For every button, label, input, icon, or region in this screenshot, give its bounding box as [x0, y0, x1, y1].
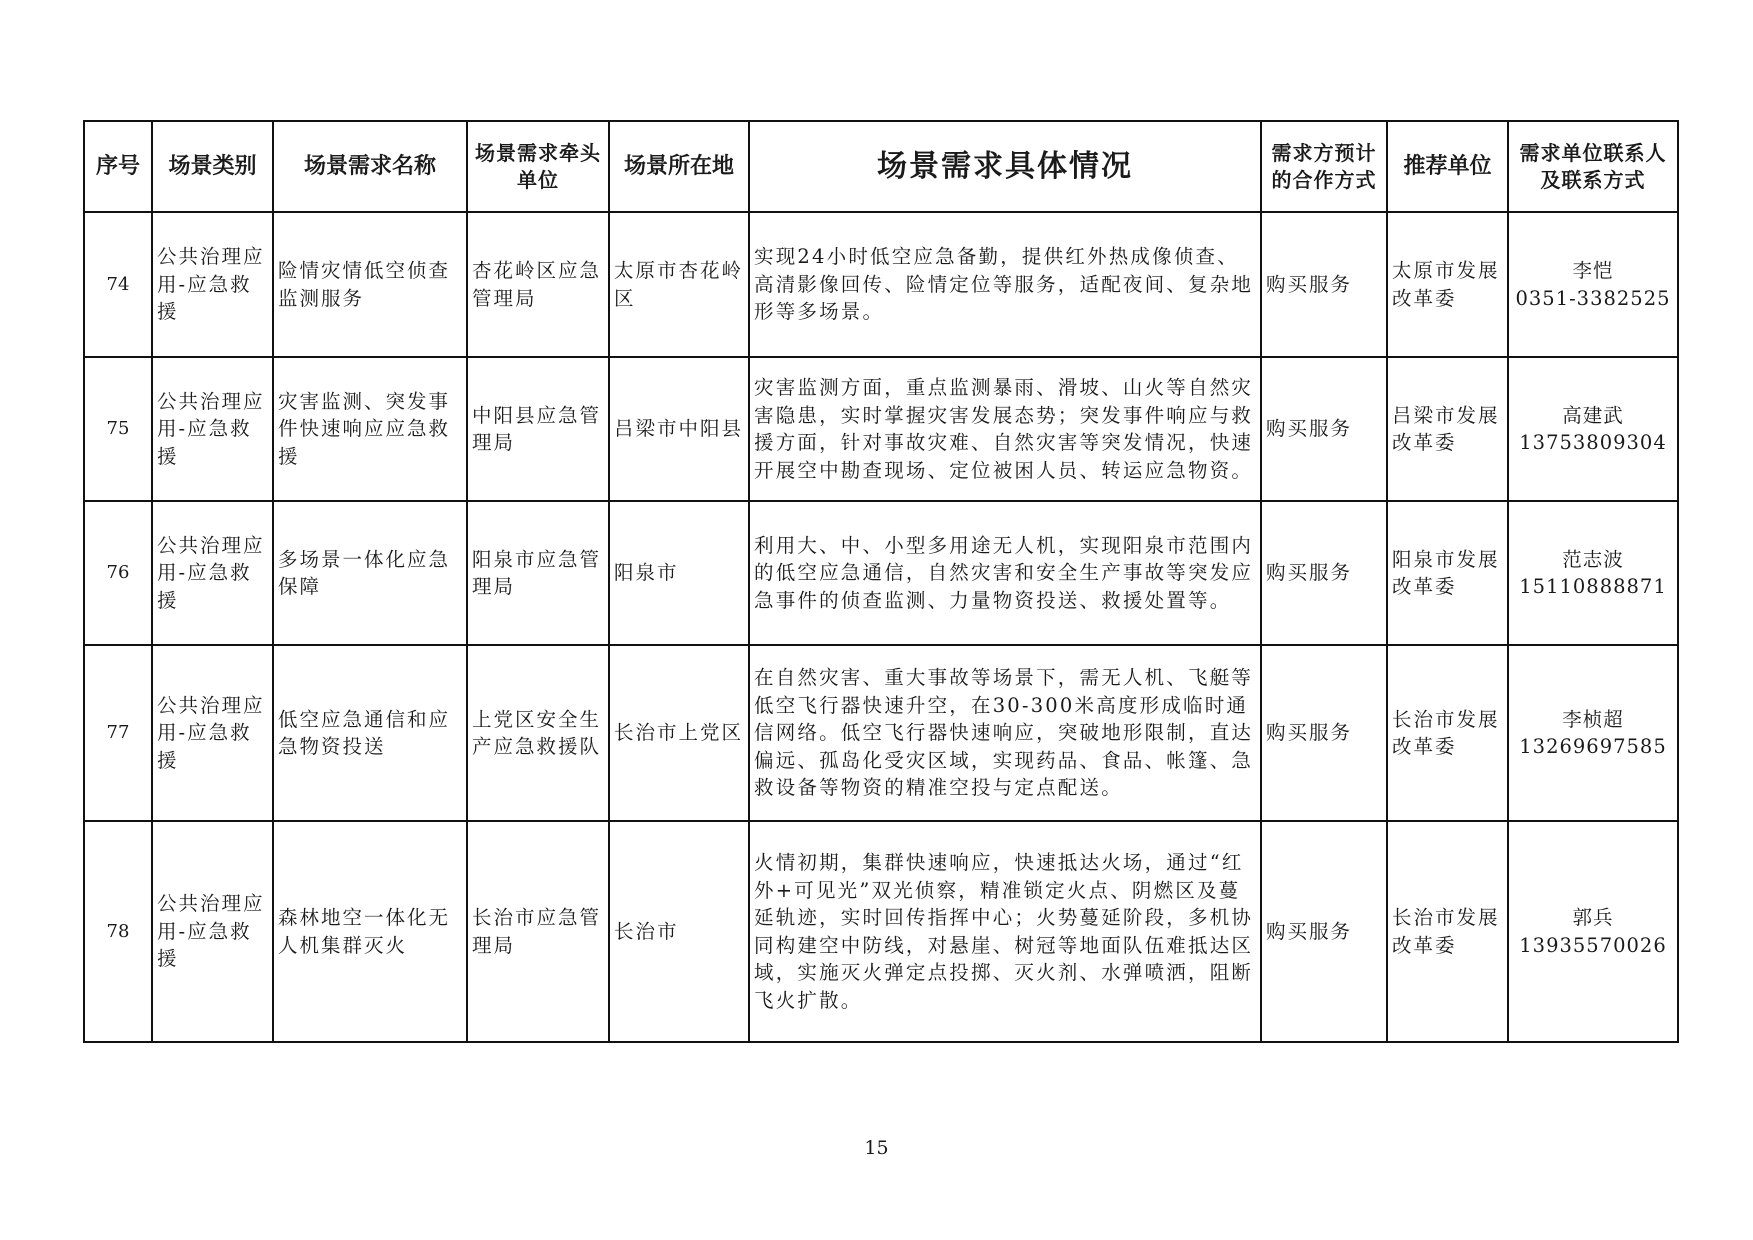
cell-category: 公共治理应用-应急救援 — [152, 645, 273, 821]
contact-name: 李桢超 — [1562, 707, 1624, 731]
table-row — [84, 821, 1678, 1042]
table-row — [84, 645, 1678, 821]
cell-location: 长治市上党区 — [609, 645, 749, 821]
cell-details: 在自然灾害、重大事故等场景下，需无人机、飞艇等低空飞行器快速升空，在30-300米高度形成临时通信网络。低空飞行器快速响应，突破地形限制，直达偏远、孤岛化受灾区域，实现药品、食品、帐篷、急救设备等物资的精准空投与定点配送。 — [749, 645, 1261, 821]
cell-lead-unit: 长治市应急管理局 — [467, 821, 609, 1042]
cell-name: 森林地空一体化无人机集群灭火 — [273, 821, 467, 1042]
cell-category: 公共治理应用-应急救援 — [152, 357, 273, 501]
table-row — [84, 501, 1678, 645]
cell-index: 77 — [84, 645, 152, 821]
header-details: 场景需求具体情况 — [749, 121, 1261, 212]
contact-phone: 15110888871 — [1519, 575, 1667, 598]
cell-category: 公共治理应用-应急救援 — [152, 501, 273, 645]
cell-details: 火情初期，集群快速响应，快速抵达火场，通过“红外+可见光”双光侦察，精准锁定火点、阴燃区及蔓延轨迹，实时回传指挥中心；火势蔓延阶段，多机协同构建空中防线，对悬崖、树冠等地面队伍难抵达区域，实施灭火弹定点投掷、灭火剂、水弹喷洒，阻断飞火扩散。 — [749, 821, 1261, 1042]
cell-location: 吕梁市中阳县 — [609, 357, 749, 501]
cell-cooperation: 购买服务 — [1261, 357, 1387, 501]
cell-details: 灾害监测方面，重点监测暴雨、滑坡、山火等自然灾害隐患，实时掌握灾害发展态势；突发事件响应与救援方面，针对事故灾难、自然灾害等突发情况，快速开展空中勘查现场、定位被困人员、转运应急物资。 — [749, 357, 1261, 501]
cell-cooperation: 购买服务 — [1261, 821, 1387, 1042]
header-location: 场景所在地 — [609, 121, 749, 212]
cell-contact — [1508, 821, 1678, 1042]
cell-category: 公共治理应用-应急救援 — [152, 821, 273, 1042]
cell-location: 阳泉市 — [609, 501, 749, 645]
cell-lead-unit: 上党区安全生产应急救援队 — [467, 645, 609, 821]
cell-contact — [1508, 501, 1678, 645]
cell-cooperation: 购买服务 — [1261, 645, 1387, 821]
cell-lead-unit: 杏花岭区应急管理局 — [467, 212, 609, 357]
cell-recommender: 吕梁市发展改革委 — [1387, 357, 1508, 501]
header-category: 场景类别 — [152, 121, 273, 212]
header-recommender: 推荐单位 — [1387, 121, 1508, 212]
cell-lead-unit: 中阳县应急管理局 — [467, 357, 609, 501]
cell-name: 险情灾情低空侦查监测服务 — [273, 212, 467, 357]
cell-name: 低空应急通信和应急物资投送 — [273, 645, 467, 821]
contact-name: 李恺 — [1572, 259, 1614, 282]
table-header-row — [84, 121, 1678, 212]
cell-contact — [1508, 212, 1678, 357]
cell-contact — [1508, 645, 1678, 821]
cell-contact — [1508, 357, 1678, 501]
cell-recommender: 阳泉市发展改革委 — [1387, 501, 1508, 645]
header-name: 场景需求名称 — [273, 121, 467, 212]
contact-name: 郭兵 — [1572, 906, 1614, 929]
page-number: 15 — [864, 1137, 889, 1159]
cell-recommender: 长治市发展改革委 — [1387, 821, 1508, 1042]
cell-index: 75 — [84, 357, 152, 501]
contact-phone: 13269697585 — [1519, 735, 1667, 758]
scenario-demand-table — [83, 120, 1679, 1043]
contact-phone: 13753809304 — [1519, 431, 1667, 454]
cell-name: 灾害监测、突发事件快速响应应急救援 — [273, 357, 467, 501]
cell-location: 长治市 — [609, 821, 749, 1042]
cell-cooperation: 购买服务 — [1261, 212, 1387, 357]
cell-recommender: 太原市发展改革委 — [1387, 212, 1508, 357]
contact-name: 范志波 — [1562, 547, 1624, 571]
cell-index: 76 — [84, 501, 152, 645]
contact-phone: 13935570026 — [1519, 933, 1667, 957]
header-cooperation: 需求方预计的合作方式 — [1261, 121, 1387, 212]
cell-index: 74 — [84, 212, 152, 357]
cell-details: 实现24小时低空应急备勤，提供红外热成像侦查、高清影像回传、险情定位等服务，适配夜间、复杂地形等多场景。 — [749, 212, 1261, 357]
cell-index: 78 — [84, 821, 152, 1042]
cell-details: 利用大、中、小型多用途无人机，实现阳泉市范围内的低空应急通信，自然灾害和安全生产事故等突发应急事件的侦查监测、力量物资投送、救援处置等。 — [749, 501, 1261, 645]
header-contact: 需求单位联系人及联系方式 — [1508, 121, 1678, 212]
cell-cooperation: 购买服务 — [1261, 501, 1387, 645]
contact-name: 高建武 — [1562, 403, 1624, 427]
table-row — [84, 212, 1678, 357]
cell-lead-unit: 阳泉市应急管理局 — [467, 501, 609, 645]
table-row — [84, 357, 1678, 501]
header-index: 序号 — [84, 121, 152, 212]
cell-name: 多场景一体化应急保障 — [273, 501, 467, 645]
contact-phone: 0351-3382525 — [1515, 286, 1671, 310]
header-lead-unit: 场景需求牵头单位 — [467, 121, 609, 212]
cell-recommender: 长治市发展改革委 — [1387, 645, 1508, 821]
cell-category: 公共治理应用-应急救援 — [152, 212, 273, 357]
cell-location: 太原市杏花岭区 — [609, 212, 749, 357]
